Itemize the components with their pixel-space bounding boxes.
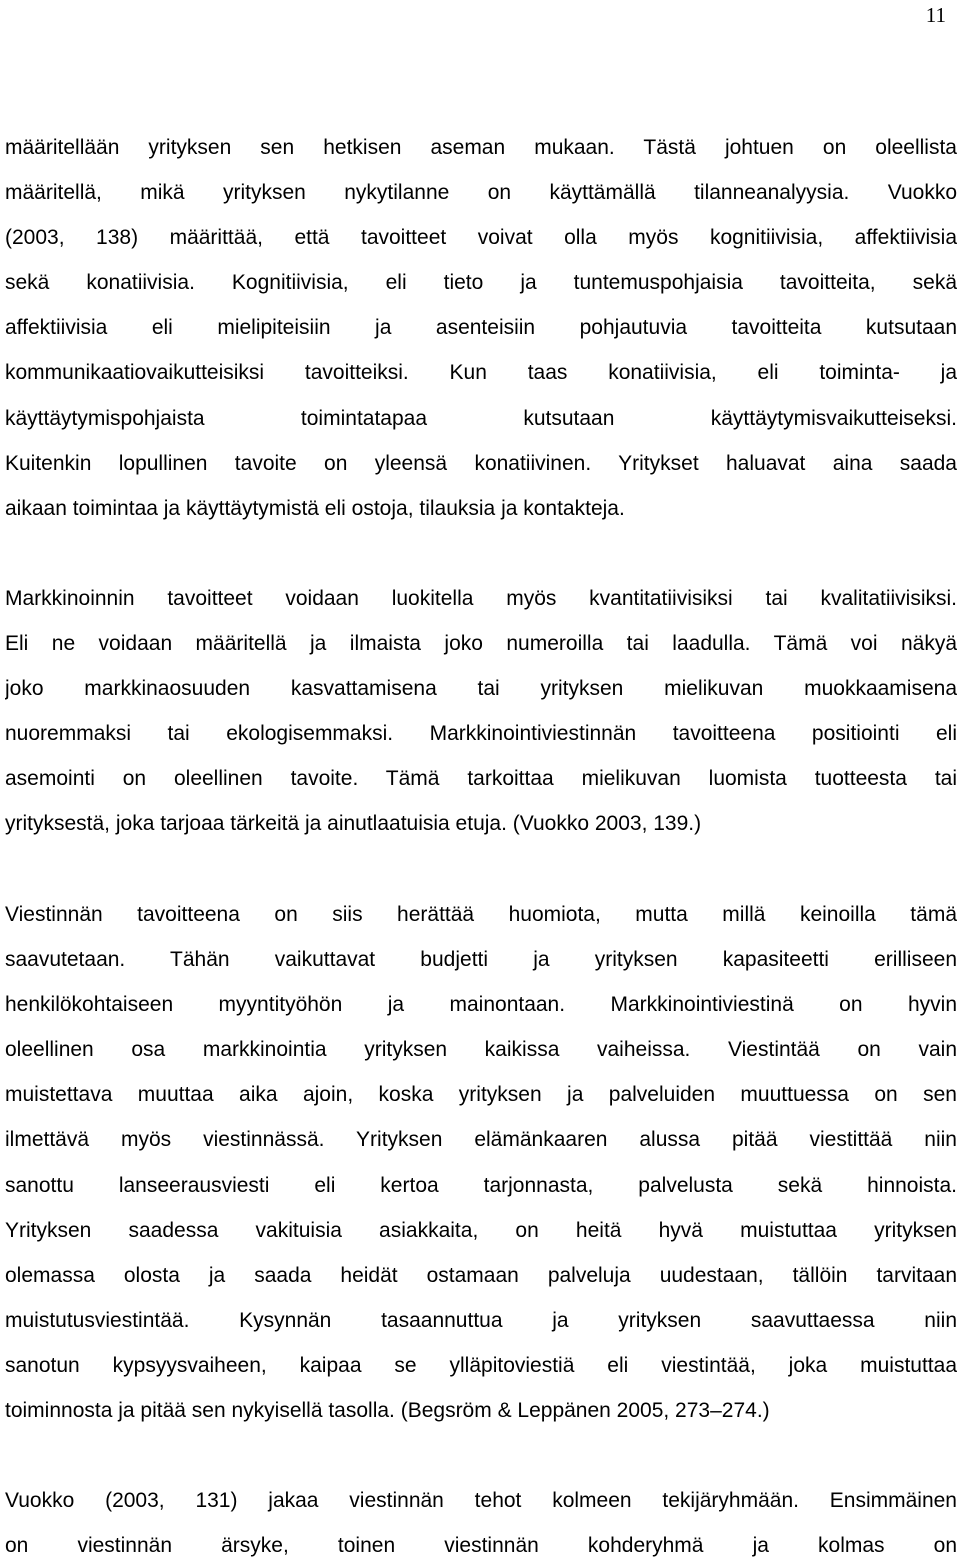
text-line: henkilökohtaiseen myyntityöhön ja mainontaan. Markkinointiviestinä on hyvin [5,993,957,1017]
text-line: Yrityksen saadessa vakituisia asiakkaita, on heitä hyvä muistuttaa yrityksen [5,1218,957,1242]
text-line: Vuokko (2003, 131) jakaa viestinnän tehot kolmeen tekijäryhmään. Ensimmäinen [5,1489,957,1512]
text-line: määritellään yrityksen sen hetkisen aseman mukaan. Tästä johtuen on oleellista [5,136,957,159]
text-line: sanottu lanseerausviesti eli kertoa tarjonnasta, palvelusta sekä hinnoista. [5,1173,957,1197]
text-line: kommunikaatiovaikutteisiksi tavoitteiksi. Kun taas konatiivisia, eli toiminta- ja [5,361,957,385]
text-line: Eli ne voidaan määritellä ja ilmaista joko numeroilla tai laadulla. Tämä voi näkyä [5,632,957,656]
text-line: oleellinen osa markkinointia yrityksen kaikissa vaiheissa. Viestintää on vain [5,1038,957,1062]
text-line: aikaan toimintaa ja käyttäytymistä eli ostoja, tilauksia ja kontakteja. [5,496,625,520]
paragraph-3 [5,892,957,1433]
paragraph-4 [5,1478,957,1568]
paragraph-1 [5,125,957,531]
paragraph-2 [5,576,957,847]
page-number: 11 [925,3,946,27]
text-line: yrityksestä, joka tarjoaa tärkeitä ja ainutlaatuisia etuja. (Vuokko 2003, 139.) [5,812,702,836]
text-line: affektiivisia eli mielipiteisiin ja asenteisiin pohjautuvia tavoitteita kutsutaan [5,316,957,340]
text-line: asemointi on oleellinen tavoite. Tämä tarkoittaa mielikuvan luomista tuotteesta tai [5,767,957,791]
text-line: sanotun kypsyysvaiheen, kaipaa se ylläpitoviestiä eli viestintää, joka muistuttaa [5,1353,957,1377]
text-line: muistettava muuttaa aika ajoin, koska yrityksen ja palveluiden muuttuessa on sen [5,1083,957,1107]
text-line: määritellä, mikä yrityksen nykytilanne on käyttämällä tilanneanalyysia. Vuokko [5,181,957,205]
text-line: Markkinoinnin tavoitteet voidaan luokitella myös kvantitatiivisiksi tai kvalitatiivisiksi. [5,587,957,610]
text-line: nuoremmaksi tai ekologisemmaksi. Markkinointiviestinnän tavoitteena positiointi eli [5,722,957,746]
text-line: ilmettävä myös viestinnässä. Yrityksen elämänkaaren alussa pitää viestittää niin [5,1128,957,1152]
text-line: muistutusviestintää. Kysynnän tasaannuttua ja yrityksen saavuttaessa niin [5,1308,957,1332]
text-line: sekä konatiivisia. Kognitiivisia, eli tieto ja tuntemuspohjaisia tavoitteita, sekä [5,271,957,295]
text-line: (2003, 138) määrittää, että tavoitteet voivat olla myös kognitiivisia, affektiivisia [5,226,957,250]
text-line: Viestinnän tavoitteena on siis herättää huomiota, mutta millä keinoilla tämä [5,903,957,926]
text-line: olemassa olosta ja saada heidät ostamaan palveluja uudestaan, tällöin tarvitaan [5,1263,957,1287]
text-line: joko markkinaosuuden kasvattamisena tai yrityksen mielikuvan muokkaamisena [5,677,957,701]
text-line: on viestinnän ärsyke, toinen viestinnän kohderyhmä ja kolmas on [5,1534,957,1558]
text-line: Kuitenkin lopullinen tavoite on yleensä konatiivinen. Yritykset haluavat aina saada [5,451,957,475]
text-line: toiminnosta ja pitää sen nykyisellä tasolla. (Begsröm & Leppänen 2005, 273–274.) [5,1399,770,1423]
text-line: saavutetaan. Tähän vaikuttavat budjetti ja yrityksen kapasiteetti erilliseen [5,948,957,972]
text-line: käyttäytymispohjaista toimintatapaa kutsutaan käyttäytymisvaikutteiseksi. [5,406,957,430]
